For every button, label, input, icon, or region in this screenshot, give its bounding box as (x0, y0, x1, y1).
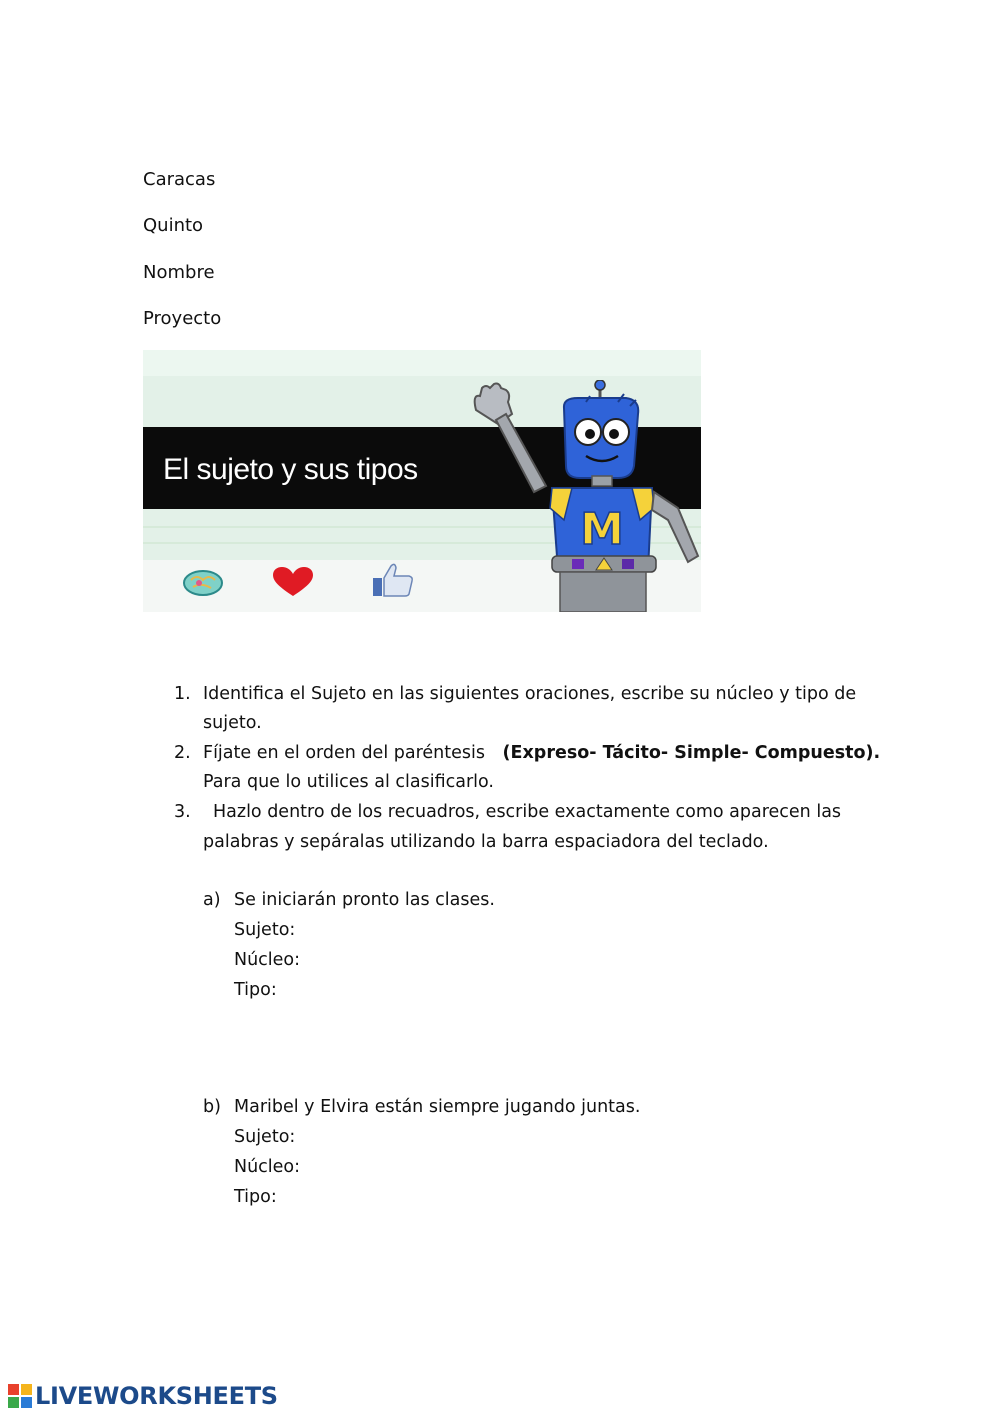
instruction-text-part: Fíjate en el orden del paréntesis (203, 743, 485, 763)
instruction-number: 3. (174, 802, 191, 822)
exercise-label: a) (203, 890, 221, 910)
core-field-label: Núcleo: (234, 950, 301, 970)
subject-field-label: Sujeto: (234, 920, 296, 940)
footer-brand-text: LIVEWORKSHEETS (35, 1382, 278, 1410)
brain-icon (181, 568, 225, 598)
subject-field-label: Sujeto: (234, 1127, 296, 1147)
type-field-label: Tipo: (234, 1187, 277, 1207)
instruction-text: Identifica el Sujeto en las siguientes oraciones, escribe su núcleo y tipo de (203, 684, 857, 704)
instruction-number: 2. (174, 743, 191, 763)
header-name: Nombre (143, 262, 215, 283)
header-project: Proyecto (143, 308, 222, 329)
liveworksheets-logo-icon (8, 1384, 32, 1408)
heart-icon (271, 566, 315, 598)
instruction-text (203, 738, 880, 768)
footer-brand[interactable] (8, 1382, 278, 1410)
banner-title: El sujeto y sus tipos (163, 453, 418, 486)
instruction-text: sujeto. (203, 713, 262, 733)
header-grade: Quinto (143, 215, 204, 236)
banner-top-stripe (143, 350, 701, 376)
thumbs-up-icon (371, 562, 415, 598)
instruction-text: Para que lo utilices al clasificarlo. (203, 772, 494, 792)
mascot-letter: M (580, 504, 624, 555)
header-city: Caracas (143, 169, 216, 190)
instruction-text: palabras y sepáralas utilizando la barra espaciadora del teclado. (203, 832, 769, 852)
instruction-number: 1. (174, 684, 191, 704)
type-field-label: Tipo: (234, 980, 277, 1000)
robot-mascot-icon (468, 380, 701, 612)
exercise-sentence: Se iniciarán pronto las clases. (234, 890, 495, 910)
instruction-text: Hazlo dentro de los recuadros, escribe exactamente como aparecen las (213, 802, 842, 822)
topic-banner (143, 350, 701, 612)
exercise-label: b) (203, 1097, 221, 1117)
subject-types: (Expreso- Tácito- Simple- Compuesto). (502, 743, 881, 763)
core-field-label: Núcleo: (234, 1157, 301, 1177)
exercise-sentence: Maribel y Elvira están siempre jugando juntas. (234, 1097, 641, 1117)
